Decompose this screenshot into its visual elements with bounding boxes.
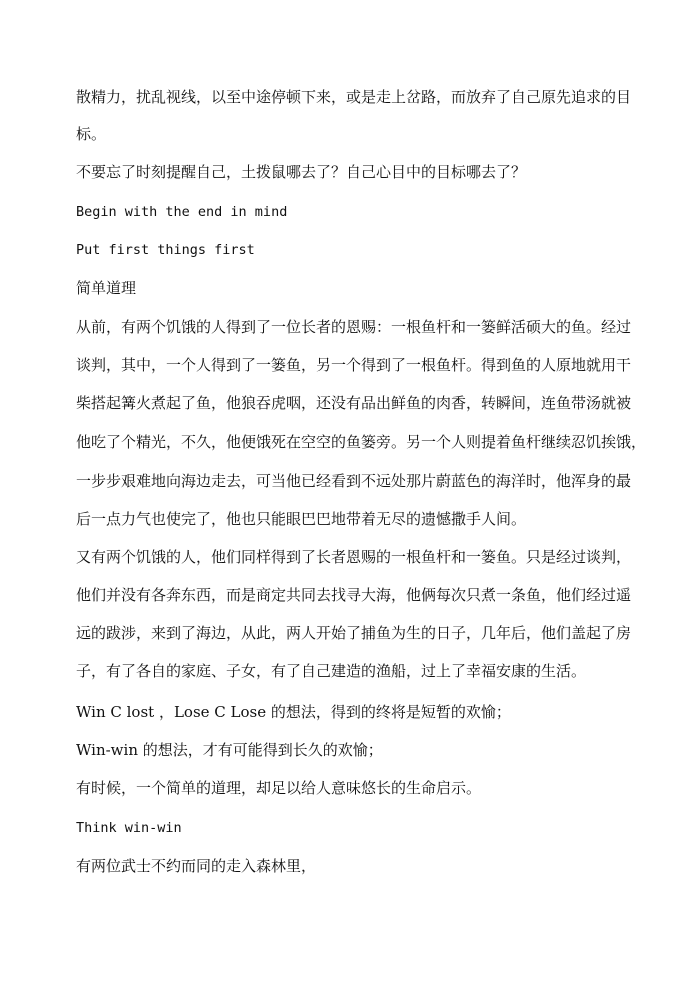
- text-line: Win-win 的想法，才有可能得到长久的欢愉；: [76, 741, 383, 759]
- text-line: 散精力，扰乱视线，以至中途停顿下来，或是走上岔路，而放弃了自己原先追求的目: [76, 88, 632, 106]
- text-line: 从前，有两个饥饿的人得到了一位长者的恩赐：一根鱼杆和一篓鲜活硕大的鱼。经过: [76, 318, 632, 336]
- text-line: 又有两个饥饿的人，他们同样得到了长者恩赐的一根鱼杆和一篓鱼。只是经过谈判，: [76, 548, 632, 566]
- text-line: 柴搭起篝火煮起了鱼，他狼吞虎咽，还没有品出鲜鱼的肉香，转瞬间，连鱼带汤就被: [76, 394, 632, 412]
- text-line: 有两位武士不约而同的走入森林里，: [76, 857, 317, 875]
- text-line: Begin with the end in mind: [76, 204, 288, 220]
- text-line: 谈判，其中，一个人得到了一篓鱼，另一个得到了一根鱼杆。得到鱼的人原地就用干: [76, 356, 632, 374]
- text-line: 后一点力气也使完了，他也只能眼巴巴地带着无尽的遗憾撒手人间。: [76, 510, 527, 528]
- text-line: 子，有了各自的家庭、子女，有了自己建造的渔船，过上了幸福安康的生活。: [76, 662, 587, 680]
- text-line: Put first things first: [76, 242, 255, 258]
- text-line: Win C lost ，Lose C Lose 的想法，得到的终将是短暂的欢愉；: [76, 703, 511, 721]
- text-line: 他吃了个精光，不久，他便饿死在空空的鱼篓旁。另一个人则提着鱼杆继续忍饥挨饿，: [76, 433, 647, 451]
- text-line: 标。: [76, 125, 107, 143]
- text-line: Think win-win: [76, 820, 182, 836]
- text-line: 简单道理: [76, 279, 137, 297]
- text-line: 他们并没有各奔东西，而是商定共同去找寻大海，他俩每次只煮一条鱼，他们经过遥: [76, 586, 632, 604]
- text-line: 一步步艰难地向海边走去，可当他已经看到不远处那片蔚蓝色的海洋时，他浑身的最: [76, 472, 632, 490]
- text-line: 远的跋涉，来到了海边，从此，两人开始了捕鱼为生的日子，几年后，他们盖起了房: [76, 624, 632, 642]
- text-line: 不要忘了时刻提醒自己，土拨鼠哪去了？自己心目中的目标哪去了？: [76, 163, 527, 181]
- text-line: 有时候，一个简单的道理，却足以给人意味悠长的生命启示。: [76, 779, 482, 797]
